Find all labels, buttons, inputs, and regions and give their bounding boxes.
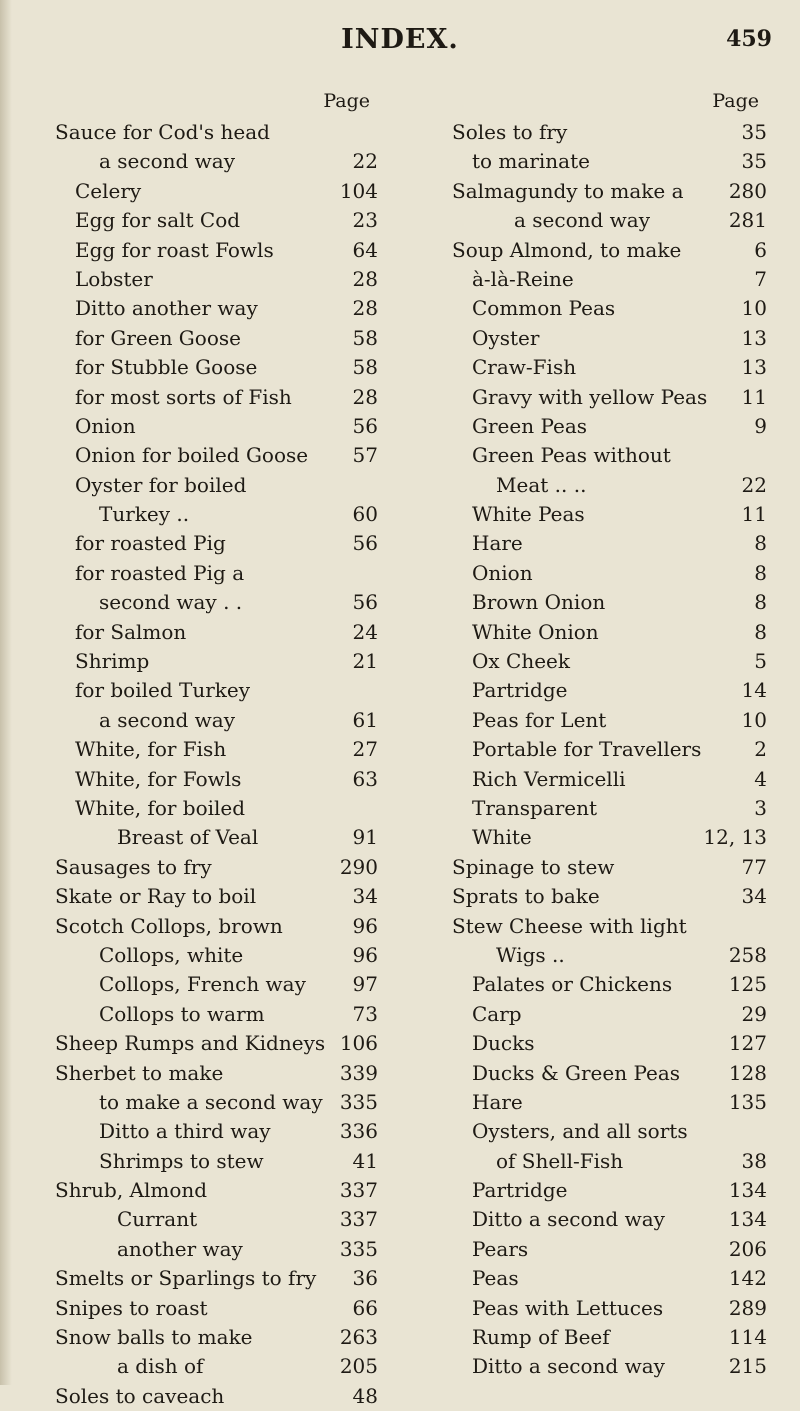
entry-page-number: 41 xyxy=(352,1148,378,1173)
entry-page-number: 35 xyxy=(741,120,767,144)
entry-label: Scotch Collops, brown xyxy=(55,913,283,938)
entry-page-number: 8 xyxy=(754,560,767,585)
index-entry xyxy=(452,941,767,970)
entry-label: Snow balls to make xyxy=(55,1325,253,1350)
entry-label: for boiled Turkey xyxy=(75,678,251,703)
entry-label: Collops, white xyxy=(99,942,244,967)
entry-page-number: 56 xyxy=(352,531,378,556)
entry-label: Lobster xyxy=(75,266,153,291)
index-entry xyxy=(55,1029,378,1058)
entry-page-number: 339 xyxy=(339,1060,378,1085)
entry-label: Sherbet to make xyxy=(55,1060,224,1085)
index-entry xyxy=(452,1323,767,1352)
entry-page-number: 3 xyxy=(754,795,767,820)
entry-label: Peas xyxy=(472,1266,519,1291)
entry-page-number: 125 xyxy=(728,972,767,997)
entry-label: Wigs .. xyxy=(496,942,565,967)
entry-label: Carp xyxy=(472,1001,522,1026)
index-entry xyxy=(55,500,378,529)
entry-label: Oyster for boiled xyxy=(75,472,247,497)
entry-label: Partridge xyxy=(472,1178,568,1203)
page-number: 459 xyxy=(726,26,772,52)
entry-page-number: 335 xyxy=(339,1236,378,1261)
entry-label: White xyxy=(472,825,532,850)
index-entry xyxy=(452,794,767,823)
entry-label: Transparent xyxy=(472,795,598,820)
index-entry xyxy=(55,559,378,588)
entry-page-number: 28 xyxy=(352,384,378,409)
entry-label: a dish of xyxy=(117,1354,204,1379)
entry-page-number: 60 xyxy=(352,502,378,527)
index-entry xyxy=(452,324,767,353)
index-entry xyxy=(55,1147,378,1176)
entry-page-number: 48 xyxy=(352,1383,378,1408)
entry-page-number: 77 xyxy=(741,854,767,879)
entry-page-number: 5 xyxy=(754,649,767,674)
entry-label: Rich Vermicelli xyxy=(472,766,626,791)
entry-page-number: 337 xyxy=(339,1178,378,1203)
index-entry xyxy=(452,647,767,676)
index-entry xyxy=(452,1235,767,1264)
index-entry xyxy=(55,324,378,353)
entry-label: second way . . xyxy=(99,590,243,615)
entry-page-number: 27 xyxy=(352,737,378,762)
index-entry xyxy=(452,676,767,705)
entry-page-number: 11 xyxy=(741,384,767,409)
index-entry xyxy=(55,1117,378,1146)
index-entry xyxy=(452,1352,767,1381)
entry-page-number: 114 xyxy=(728,1325,767,1350)
entry-page-number: 10 xyxy=(741,707,767,732)
entry-label: Collops, French way xyxy=(99,972,306,997)
index-entry xyxy=(452,1059,767,1088)
entry-label: Sprats to bake xyxy=(452,884,600,909)
index-entry xyxy=(55,706,378,735)
entry-page-number: 96 xyxy=(352,942,378,967)
column-header-page: Page xyxy=(323,90,370,112)
entry-label: White Peas xyxy=(472,502,585,527)
running-title: INDEX. xyxy=(341,24,459,55)
index-entry xyxy=(55,853,378,882)
index-entry xyxy=(55,735,378,764)
entry-label: Stew Cheese with light xyxy=(452,913,687,938)
entry-page-number: 29 xyxy=(741,1001,767,1026)
index-entry xyxy=(55,1352,378,1381)
entry-label: Rump of Beef xyxy=(472,1325,610,1350)
index-entry xyxy=(452,970,767,999)
entry-label: Craw-Fish xyxy=(472,355,577,380)
entry-page-number: 22 xyxy=(352,149,378,174)
entry-label: White, for Fish xyxy=(75,737,227,762)
index-entry xyxy=(452,882,767,911)
entry-page-number: 57 xyxy=(352,443,378,468)
index-entry xyxy=(452,1147,767,1176)
entry-page-number: 58 xyxy=(352,325,378,350)
index-entry xyxy=(55,206,378,235)
entry-page-number: 280 xyxy=(728,178,767,203)
entry-label: Ditto a second way xyxy=(472,1354,665,1379)
entry-page-number: 13 xyxy=(741,355,767,380)
entry-page-number: 7 xyxy=(754,266,767,291)
entry-page-number: 127 xyxy=(728,1031,767,1056)
entry-page-number: 14 xyxy=(741,678,767,703)
index-entry xyxy=(55,1176,378,1205)
entry-label: Portable for Travellers xyxy=(472,737,702,762)
index-entry xyxy=(55,1000,378,1029)
entry-page-number: 4 xyxy=(754,766,767,791)
entry-label: another way xyxy=(117,1236,243,1261)
entry-label: Onion xyxy=(75,413,136,438)
entry-label: Partridge xyxy=(472,678,568,703)
index-entry xyxy=(452,529,767,558)
index-entry xyxy=(55,441,378,470)
entry-label: Egg for roast Fowls xyxy=(75,237,274,262)
index-entry xyxy=(452,441,767,470)
entry-label: Shrub, Almond xyxy=(55,1178,208,1203)
index-entry xyxy=(55,353,378,382)
entry-label: of Shell-Fish xyxy=(496,1148,624,1173)
index-entry xyxy=(452,765,767,794)
entry-label: Meat .. .. xyxy=(496,472,587,497)
entry-label: Salmagundy to make a xyxy=(452,178,684,203)
index-entry xyxy=(55,1088,378,1117)
index-entry xyxy=(55,471,378,500)
entry-label: Hare xyxy=(472,531,523,556)
index-entry xyxy=(55,1235,378,1264)
index-entry xyxy=(452,147,767,176)
entry-page-number: 8 xyxy=(754,619,767,644)
index-entry xyxy=(452,412,767,441)
entry-page-number: 258 xyxy=(728,942,767,967)
entry-page-number: 263 xyxy=(339,1325,378,1350)
index-entry xyxy=(452,236,767,265)
entry-page-number: 290 xyxy=(339,854,378,879)
index-entry xyxy=(55,1059,378,1088)
entry-page-number: 58 xyxy=(352,355,378,380)
index-entry xyxy=(452,294,767,323)
entry-label: Peas with Lettuces xyxy=(472,1295,664,1320)
entry-page-number: 64 xyxy=(352,237,378,262)
index-entry xyxy=(452,1000,767,1029)
entry-label: Sauce for Cod's head xyxy=(55,120,270,144)
entry-label: Egg for salt Cod xyxy=(75,208,241,233)
index-entry xyxy=(55,294,378,323)
entry-label: Ditto a third way xyxy=(99,1119,271,1144)
entry-label: Soup Almond, to make xyxy=(452,237,682,262)
index-entry xyxy=(452,206,767,235)
index-entry xyxy=(55,970,378,999)
index-entry xyxy=(55,529,378,558)
entry-label: Ditto another way xyxy=(75,296,258,321)
entry-page-number: 104 xyxy=(339,178,378,203)
entry-page-number: 56 xyxy=(352,413,378,438)
entry-label: White Onion xyxy=(472,619,599,644)
index-entry xyxy=(55,1294,378,1323)
index-entry xyxy=(452,823,767,852)
entry-label: for Green Goose xyxy=(75,325,241,350)
entry-label: Hare xyxy=(472,1089,523,1114)
index-entry xyxy=(452,118,767,147)
entry-label: Sheep Rumps and Kidneys xyxy=(55,1031,326,1056)
entry-label: Currant xyxy=(117,1207,198,1232)
entry-page-number: 128 xyxy=(728,1060,767,1085)
index-entry xyxy=(452,353,767,382)
index-entry xyxy=(55,882,378,911)
entry-page-number: 96 xyxy=(352,913,378,938)
entry-label: Oyster xyxy=(472,325,540,350)
entry-page-number: 205 xyxy=(339,1354,378,1379)
entry-label: Skate or Ray to boil xyxy=(55,884,257,909)
index-entry xyxy=(452,1294,767,1323)
entry-page-number: 8 xyxy=(754,531,767,556)
entry-page-number: 34 xyxy=(352,884,378,909)
index-entry xyxy=(452,853,767,882)
entry-page-number: 134 xyxy=(728,1178,767,1203)
entry-page-number: 215 xyxy=(728,1354,767,1379)
index-entry xyxy=(55,118,378,147)
entry-label: Ditto a second way xyxy=(472,1207,665,1232)
entry-label: Spinage to stew xyxy=(452,854,615,879)
entry-label: a second way xyxy=(99,707,236,732)
index-entry xyxy=(55,676,378,705)
entry-page-number: 23 xyxy=(352,208,378,233)
index-entry xyxy=(55,618,378,647)
index-column-right xyxy=(452,84,767,1382)
page-edge-shadow xyxy=(0,0,12,1385)
entry-page-number: 28 xyxy=(352,266,378,291)
index-entry xyxy=(452,706,767,735)
entry-page-number: 56 xyxy=(352,590,378,615)
index-entry xyxy=(55,383,378,412)
entry-page-number: 36 xyxy=(352,1266,378,1291)
index-entry xyxy=(55,941,378,970)
entry-page-number: 38 xyxy=(741,1148,767,1173)
index-entry xyxy=(55,265,378,294)
index-entry xyxy=(452,1264,767,1293)
index-entry xyxy=(452,559,767,588)
index-entry xyxy=(452,1117,767,1146)
index-entry xyxy=(55,765,378,794)
entry-label: Shrimps to stew xyxy=(99,1148,264,1173)
entry-label: Onion for boiled Goose xyxy=(75,443,309,468)
entry-label: a second way xyxy=(514,208,651,233)
entry-label: Collops to warm xyxy=(99,1001,265,1026)
entry-page-number: 336 xyxy=(339,1119,378,1144)
entry-label: to make a second way xyxy=(99,1089,323,1114)
entry-page-number: 73 xyxy=(352,1001,378,1026)
entry-page-number: 21 xyxy=(352,649,378,674)
entry-page-number: 2 xyxy=(754,737,767,762)
index-entry xyxy=(452,177,767,206)
index-entry xyxy=(452,912,767,941)
entry-label: to marinate xyxy=(472,149,590,174)
entry-label: Common Peas xyxy=(472,296,616,321)
index-entry xyxy=(452,471,767,500)
entry-label: Onion xyxy=(472,560,533,585)
column-header-page: Page xyxy=(712,90,759,112)
entry-label: Green Peas without xyxy=(472,443,671,468)
index-entry xyxy=(55,1264,378,1293)
index-entry xyxy=(55,1382,378,1411)
entry-page-number: 97 xyxy=(352,972,378,997)
entry-label: Peas for Lent xyxy=(472,707,607,732)
entry-page-number: 10 xyxy=(741,296,767,321)
index-entry xyxy=(55,412,378,441)
entry-page-number: 135 xyxy=(728,1089,767,1114)
index-entry xyxy=(452,1205,767,1234)
entry-page-number: 63 xyxy=(352,766,378,791)
entry-label: for Salmon xyxy=(75,619,187,644)
entry-label: Green Peas xyxy=(472,413,588,438)
entry-page-number: 28 xyxy=(352,296,378,321)
entry-label: Brown Onion xyxy=(472,590,606,615)
entry-label: Snipes to roast xyxy=(55,1295,208,1320)
entry-page-number: 134 xyxy=(728,1207,767,1232)
index-entry xyxy=(55,794,378,823)
entry-page-number: 11 xyxy=(741,502,767,527)
entry-label: Turkey .. xyxy=(99,502,190,527)
index-entry xyxy=(55,912,378,941)
entry-page-number: 335 xyxy=(339,1089,378,1114)
entry-label: Gravy with yellow Peas xyxy=(472,384,708,409)
entry-page-number: 281 xyxy=(728,208,767,233)
index-entry xyxy=(452,1088,767,1117)
entry-label: Ducks & Green Peas xyxy=(472,1060,681,1085)
entry-label: Shrimp xyxy=(75,649,150,674)
entry-page-number: 337 xyxy=(339,1207,378,1232)
running-head xyxy=(0,24,800,64)
entry-label: Soles to fry xyxy=(452,120,568,144)
index-entry xyxy=(452,735,767,764)
index-entry xyxy=(452,618,767,647)
entry-label: for most sorts of Fish xyxy=(75,384,292,409)
entry-page-number: 34 xyxy=(741,884,767,909)
index-entry xyxy=(452,1029,767,1058)
entry-label: Oysters, and all sorts xyxy=(472,1119,688,1144)
index-entry xyxy=(55,588,378,617)
entry-label: Ducks xyxy=(472,1031,535,1056)
entry-page-number: 9 xyxy=(754,413,767,438)
entry-page-number: 106 xyxy=(339,1031,378,1056)
entry-label: Celery xyxy=(75,178,142,203)
entry-label: for roasted Pig a xyxy=(75,560,245,585)
entry-page-number: 24 xyxy=(352,619,378,644)
index-column-left xyxy=(55,84,378,1411)
entry-page-number: 289 xyxy=(728,1295,767,1320)
entry-label: White, for Fowls xyxy=(75,766,242,791)
entry-label: Sausages to fry xyxy=(55,854,212,879)
index-entry xyxy=(55,647,378,676)
entry-label: for roasted Pig xyxy=(75,531,226,556)
entry-label: a second way xyxy=(99,149,236,174)
index-entry xyxy=(452,1176,767,1205)
index-entry xyxy=(452,588,767,617)
index-entry xyxy=(55,1205,378,1234)
index-entry xyxy=(55,236,378,265)
entry-label: Breast of Veal xyxy=(117,825,259,850)
entry-page-number: 206 xyxy=(728,1236,767,1261)
entry-label: Pears xyxy=(472,1236,529,1261)
entry-page-number: 66 xyxy=(352,1295,378,1320)
index-entry xyxy=(55,823,378,852)
entry-label: Ox Cheek xyxy=(472,649,571,674)
index-entry xyxy=(55,1323,378,1352)
index-entry xyxy=(452,383,767,412)
entry-label: Palates or Chickens xyxy=(472,972,673,997)
entry-page-number: 12, 13 xyxy=(703,825,767,850)
index-entry xyxy=(55,147,378,176)
entry-page-number: 6 xyxy=(754,237,767,262)
entry-page-number: 13 xyxy=(741,325,767,350)
entry-page-number: 22 xyxy=(741,472,767,497)
index-entry xyxy=(452,265,767,294)
entry-page-number: 61 xyxy=(352,707,378,732)
entry-label: Soles to caveach xyxy=(55,1383,225,1408)
entry-label: Smelts or Sparlings to fry xyxy=(55,1266,317,1291)
entry-label: for Stubble Goose xyxy=(75,355,258,380)
entry-page-number: 35 xyxy=(741,149,767,174)
entry-label: à-là-Reine xyxy=(472,266,574,291)
entry-page-number: 8 xyxy=(754,590,767,615)
entry-label: White, for boiled xyxy=(75,795,246,820)
index-entry xyxy=(55,177,378,206)
entry-page-number: 91 xyxy=(352,825,378,850)
index-entry xyxy=(452,500,767,529)
entry-page-number: 142 xyxy=(728,1266,767,1291)
